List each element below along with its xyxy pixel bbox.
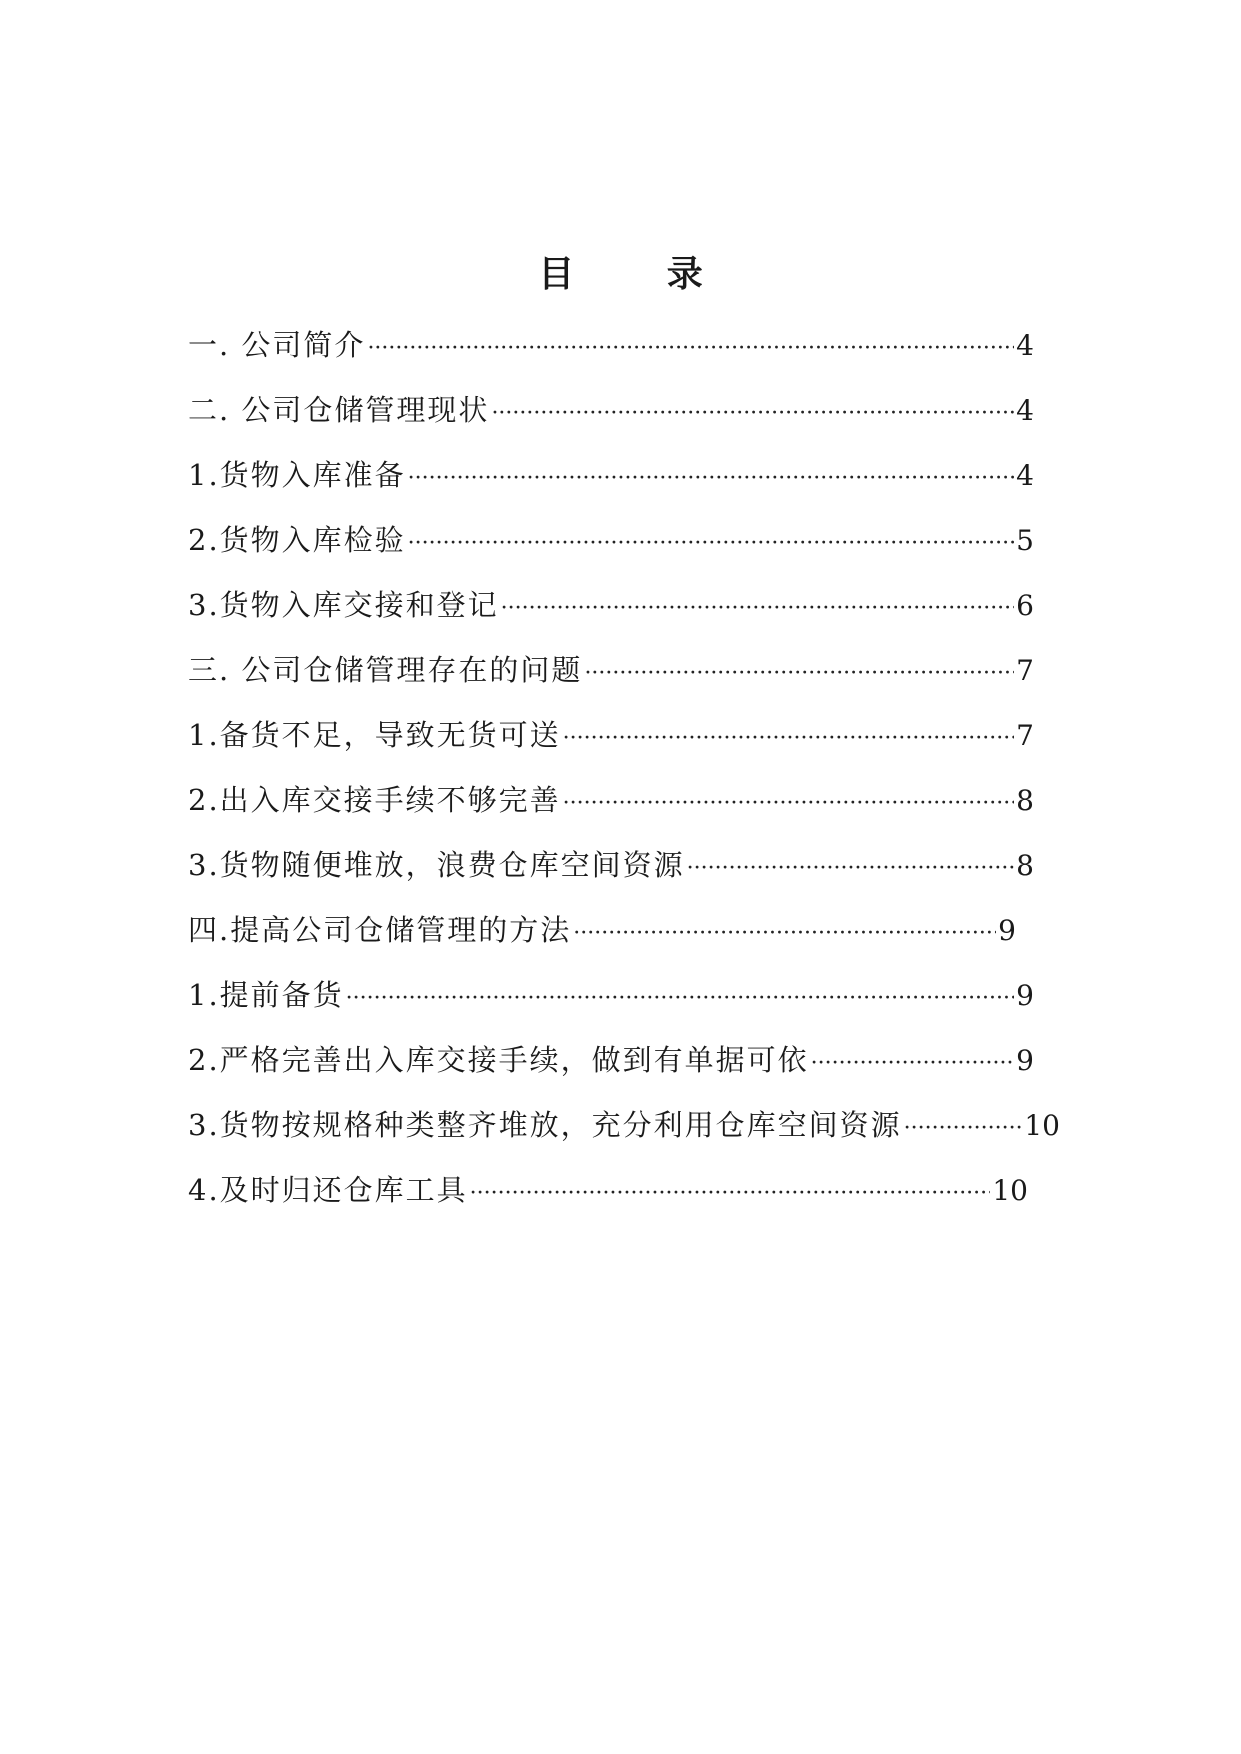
toc-entry-label: 4.及时归还仓库工具 <box>188 1173 468 1207</box>
toc-entry <box>188 585 1034 625</box>
toc-entry-page: 6 <box>1016 589 1034 622</box>
toc-entry-page: 10 <box>992 1174 1028 1207</box>
toc-entry-label: 1.备货不足，导致无货可送 <box>188 718 561 752</box>
toc-entry-page: 8 <box>1016 849 1034 882</box>
dot-leader <box>501 589 1015 629</box>
toc-entry-label: 二. 公司仓储管理现状 <box>188 393 490 427</box>
toc-entry <box>188 1170 1028 1210</box>
toc-entry-page: 5 <box>1016 524 1034 557</box>
toc-entry-label: 3.货物随便堆放，浪费仓库空间资源 <box>188 848 685 882</box>
toc-entry <box>188 780 1034 820</box>
toc-entry <box>188 325 1034 365</box>
toc-entry-label: 2.出入库交接手续不够完善 <box>188 783 561 817</box>
toc-entry <box>188 1040 1034 1080</box>
dot-leader <box>408 459 1015 499</box>
dot-leader <box>491 394 1014 434</box>
toc-entry-label: 四.提高公司仓储管理的方法 <box>188 913 572 947</box>
dot-leader <box>367 329 1014 369</box>
dot-leader <box>408 524 1015 564</box>
toc-entry-page: 4 <box>1016 329 1034 362</box>
toc-entry-label: 1.提前备货 <box>188 978 344 1012</box>
toc-entry-label: 3.货物按规格种类整齐堆放，充分利用仓库空间资源 <box>188 1108 902 1142</box>
toc-entry-page: 10 <box>1024 1109 1060 1142</box>
toc-entry <box>188 715 1034 755</box>
toc-entry-label: 1.货物入库准备 <box>188 458 406 492</box>
toc-entry-page: 7 <box>1016 719 1034 752</box>
toc-entry <box>188 845 1034 885</box>
toc-entry-page: 9 <box>998 914 1016 947</box>
toc-entry <box>188 910 1016 950</box>
toc-entry-page: 4 <box>1016 394 1034 427</box>
toc-entry <box>188 975 1034 1015</box>
dot-leader <box>573 914 996 954</box>
dot-leader <box>687 849 1015 889</box>
toc-entry-label: 2.严格完善出入库交接手续，做到有单据可依 <box>188 1043 809 1077</box>
toc-entry <box>188 390 1034 430</box>
toc-entry-label: 3.货物入库交接和登记 <box>188 588 499 622</box>
toc-entry-page: 9 <box>1016 1044 1034 1077</box>
toc-entry-label: 2.货物入库检验 <box>188 523 406 557</box>
toc-entry <box>188 520 1034 560</box>
dot-leader <box>470 1174 991 1214</box>
dot-leader <box>811 1044 1015 1084</box>
toc-entry-label: 三. 公司仓储管理存在的问题 <box>188 653 583 687</box>
dot-leader <box>904 1109 1023 1149</box>
toc-entry-label: 一. 公司简介 <box>188 328 366 362</box>
toc-entry <box>188 650 1034 690</box>
toc-entry <box>188 455 1034 495</box>
dot-leader <box>346 979 1015 1019</box>
dot-leader <box>584 654 1014 694</box>
toc-entry-page: 7 <box>1016 654 1034 687</box>
dot-leader <box>563 719 1015 759</box>
dot-leader <box>563 784 1015 824</box>
toc-entry <box>188 1105 1060 1145</box>
toc-entry-page: 9 <box>1016 979 1034 1012</box>
toc-title: 目 录 <box>538 253 743 295</box>
toc-entry-page: 4 <box>1016 459 1034 492</box>
toc-entry-page: 8 <box>1016 784 1034 817</box>
